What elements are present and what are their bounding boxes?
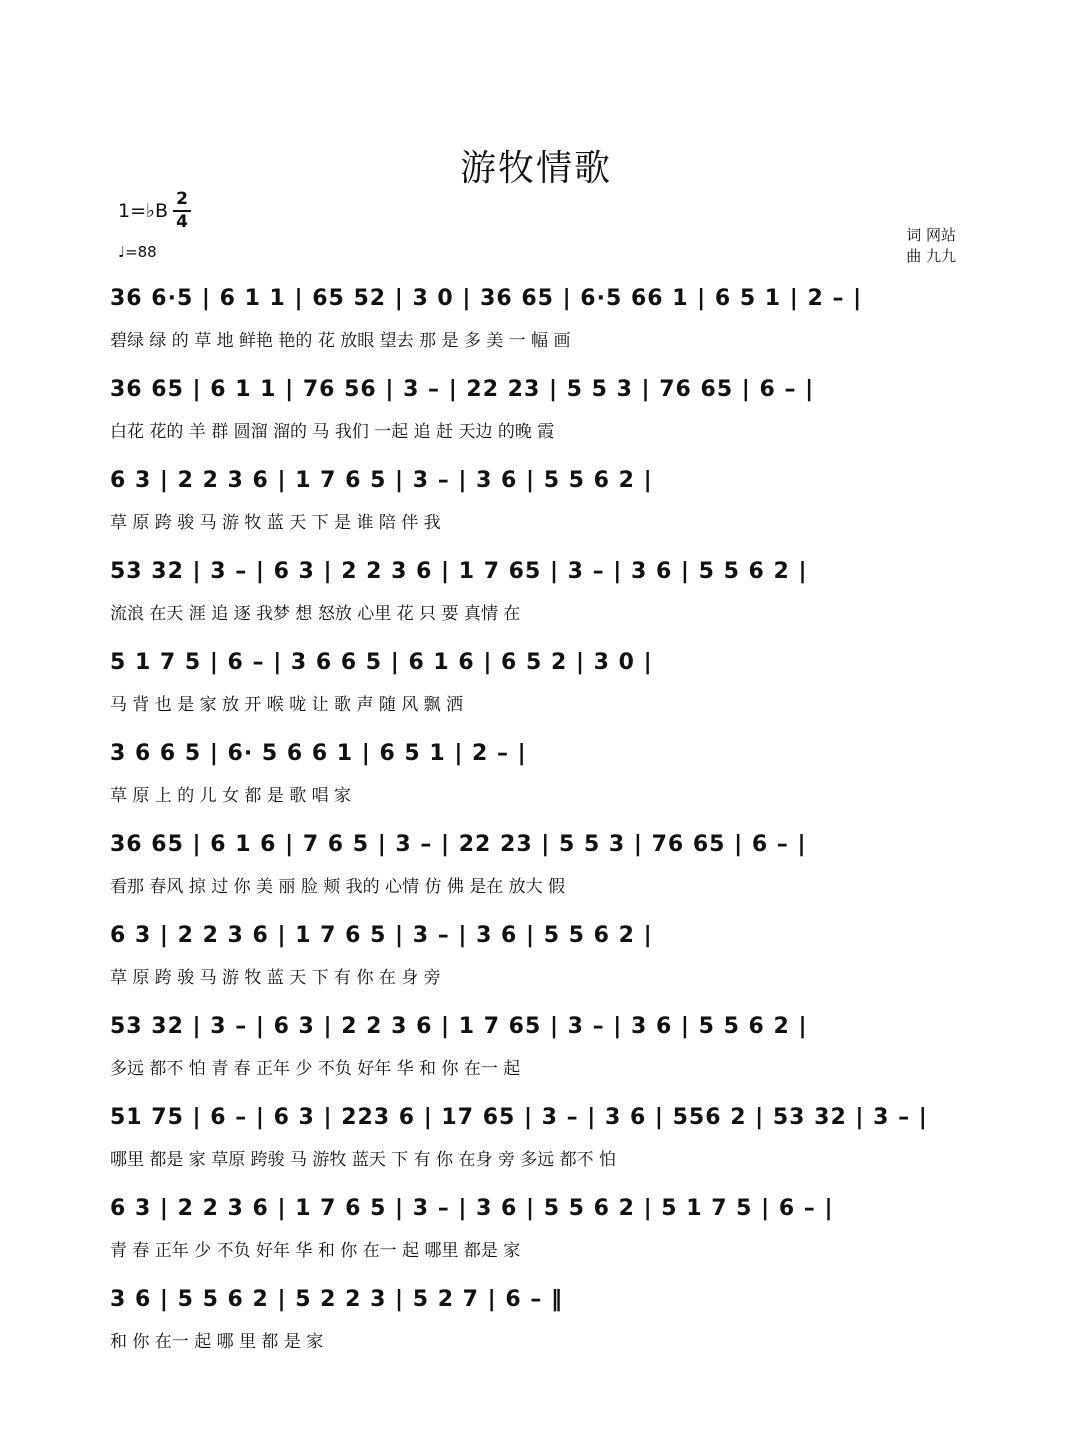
lyrics-line: 草 原 跨 骏 马 游 牧 蓝 天 下 是 谁 陪 伴 我	[110, 513, 441, 533]
lyrics-line: 哪里 都是 家 草原 跨骏 马 游牧 蓝天 下 有 你 在身 旁 多远 都不 怕	[110, 1150, 617, 1170]
lyrics-line: 流浪 在天 涯 追 逐 我梦 想 怒放 心里 花 只 要 真情 在	[110, 604, 521, 624]
time-signature-top: 2	[176, 189, 188, 209]
lyrics-line: 和 你 在一 起 哪 里 都 是 家	[110, 1332, 324, 1352]
notation-line: 36 65 | 6 1 1 | 76 56 | 3 – | 22 23 | 5 5 3 | 76 65 | 6 – |	[110, 377, 815, 402]
lyrics-line: 草 原 上 的 儿 女 都 是 歌 唱 家	[110, 786, 352, 806]
lyrics-line: 看那 春风 掠 过 你 美 丽 脸 颊 我的 心情 仿 佛 是在 放大 假	[110, 877, 566, 897]
key-signature: 1=♭B	[118, 200, 169, 222]
lyrics-line: 碧绿 绿 的 草 地 鲜艳 艳的 花 放眼 望去 那 是 多 美 一 幅 画	[110, 331, 571, 351]
notation-line: 53 32 | 3 – | 6 3 | 2 2 3 6 | 1 7 65 | 3 – | 3 6 | 5 5 6 2 |	[110, 559, 808, 584]
lyricist-credit: 词 网站	[906, 226, 956, 244]
tempo-marking: ♩=88	[118, 243, 157, 261]
notation-line: 36 6·5 | 6 1 1 | 65 52 | 3 0 | 36 65 | 6·5 66 1 | 6 5 1 | 2 – |	[110, 286, 863, 311]
notation-line: 5 1 7 5 | 6 – | 3 6 6 5 | 6 1 6 | 6 5 2 | 3 0 |	[110, 650, 653, 675]
notation-line: 3 6 6 5 | 6· 5 6 6 1 | 6 5 1 | 2 – |	[110, 741, 527, 766]
notation-line: 3 6 | 5 5 6 2 | 5 2 2 3 | 5 2 7 | 6 – ‖	[110, 1287, 563, 1312]
notation-line: 51 75 | 6 – | 6 3 | 223 6 | 17 65 | 3 – | 3 6 | 556 2 | 53 32 | 3 – |	[110, 1105, 928, 1130]
composer-credit: 曲 九九	[906, 247, 956, 265]
notation-line: 6 3 | 2 2 3 6 | 1 7 6 5 | 3 – | 3 6 | 5 5 6 2 |	[110, 468, 653, 493]
notation-line: 6 3 | 2 2 3 6 | 1 7 6 5 | 3 – | 3 6 | 5 5 6 2 |	[110, 923, 653, 948]
time-signature	[173, 190, 191, 232]
lyrics-line: 马 背 也 是 家 放 开 喉 咙 让 歌 声 随 风 飘 洒	[110, 695, 464, 715]
lyrics-line: 多远 都不 怕 青 春 正年 少 不负 好年 华 和 你 在一 起	[110, 1059, 521, 1079]
lyrics-line: 青 春 正年 少 不负 好年 华 和 你 在一 起 哪里 都是 家	[110, 1241, 521, 1261]
notation-line: 36 65 | 6 1 6 | 7 6 5 | 3 – | 22 23 | 5 5 3 | 76 65 | 6 – |	[110, 832, 807, 857]
notation-line: 6 3 | 2 2 3 6 | 1 7 6 5 | 3 – | 3 6 | 5 5 6 2 | 5 1 7 5 | 6 – |	[110, 1196, 834, 1221]
song-title: 游牧情歌	[459, 148, 612, 189]
time-signature-bottom: 4	[176, 212, 188, 232]
notation-line: 53 32 | 3 – | 6 3 | 2 2 3 6 | 1 7 65 | 3 – | 3 6 | 5 5 6 2 |	[110, 1014, 808, 1039]
lyrics-line: 草 原 跨 骏 马 游 牧 蓝 天 下 有 你 在 身 旁	[110, 968, 441, 988]
lyrics-line: 白花 花的 羊 群 圆溜 溜的 马 我们 一起 追 赶 天边 的晚 霞	[110, 422, 555, 442]
